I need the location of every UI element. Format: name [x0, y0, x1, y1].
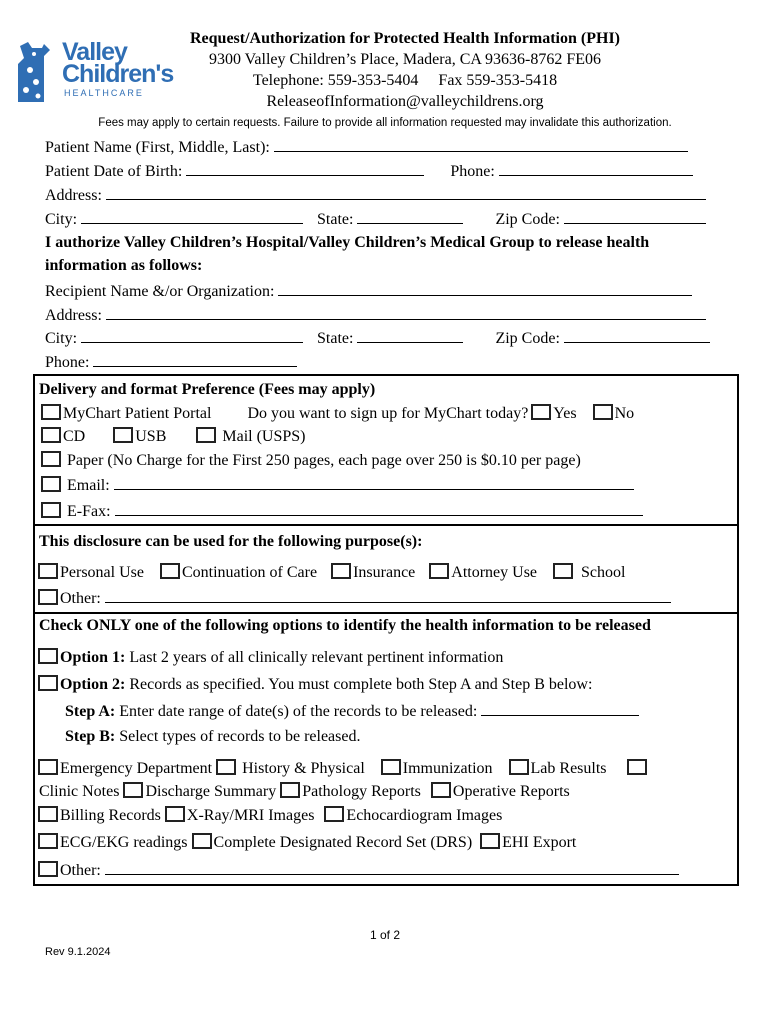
discharge-checkbox[interactable] [123, 782, 143, 798]
patient-dob-row [45, 162, 693, 181]
recipient-phone-field[interactable] [93, 353, 297, 367]
recipient-phone-row [45, 353, 297, 372]
history-label: History & Physical [242, 760, 365, 777]
attorney-use-checkbox[interactable] [429, 563, 449, 579]
records-section [33, 612, 739, 886]
purpose-heading: This disclosure can be used for the following purpose(s): [39, 533, 423, 550]
recipient-city-field[interactable] [81, 329, 303, 343]
patient-address-field[interactable] [106, 186, 706, 200]
discharge-label: Discharge Summary [145, 783, 277, 800]
option-2-label: Option 2: [60, 676, 126, 693]
facility-email: ReleaseofInformation@valleychildrens.org [266, 93, 544, 110]
patient-city-label: City: [45, 211, 78, 228]
authorization-statement-2: information as follows: [45, 257, 203, 274]
records-other-checkbox[interactable] [38, 861, 58, 877]
recipient-row [45, 282, 692, 301]
step-b-row [65, 728, 360, 746]
option-2-row [38, 675, 592, 694]
logo-text-valley: Valley [62, 38, 127, 66]
records-row-1 [38, 759, 649, 778]
usb-checkbox[interactable] [113, 427, 133, 443]
mychart-checkbox[interactable] [41, 404, 61, 420]
recipient-city-label: City: [45, 330, 78, 347]
billing-label: Billing Records [60, 807, 161, 824]
echo-checkbox[interactable] [324, 806, 344, 822]
mychart-no-label: No [614, 405, 635, 422]
efax-checkbox[interactable] [41, 502, 61, 518]
recipient-label: Recipient Name &/or Organization: [45, 283, 275, 300]
step-a-field[interactable] [481, 702, 639, 716]
email-checkbox[interactable] [41, 476, 61, 492]
delivery-row-1 [41, 404, 634, 423]
patient-name-field[interactable] [274, 138, 688, 152]
patient-city-field[interactable] [81, 210, 303, 224]
revision-date: Rev 9.1.2024 [45, 946, 111, 958]
school-checkbox[interactable] [553, 563, 573, 579]
records-other-label: Other: [60, 862, 101, 879]
delivery-row-2 [41, 427, 305, 446]
option-2-checkbox[interactable] [38, 675, 58, 691]
step-a-text: Enter date range of date(s) of the records to be released: [119, 703, 478, 720]
recipient-zip-label: Zip Code: [495, 330, 560, 347]
ecg-label: ECG/EKG readings [60, 834, 188, 851]
facility-phones: Telephone: 559-353-5404 Fax 559-353-5418 [252, 72, 558, 89]
form-title: Request/Authorization for Protected Health Information (PHI) [189, 30, 620, 47]
patient-address-row [45, 186, 706, 205]
clinic-notes-label: Clinic Notes [39, 783, 120, 800]
emergency-checkbox[interactable] [38, 759, 58, 775]
purpose-row-1 [38, 563, 625, 582]
email-field[interactable] [114, 476, 634, 490]
page-number: 1 of 2 [369, 928, 401, 942]
insurance-checkbox[interactable] [331, 563, 351, 579]
step-a-label: Step A: [65, 703, 116, 720]
mychart-yes-label: Yes [553, 405, 577, 422]
patient-city-row [45, 210, 706, 229]
step-b-label: Step B: [65, 728, 116, 745]
option-1-label: Option 1: [60, 649, 126, 666]
echo-label: Echocardiogram Images [346, 807, 503, 824]
purpose-other-field[interactable] [105, 589, 671, 603]
cd-label: CD [63, 428, 86, 445]
patient-phone-field[interactable] [499, 162, 693, 176]
logo-text-healthcare: HEALTHCARE [64, 88, 144, 98]
purpose-other-checkbox[interactable] [38, 589, 58, 605]
mail-checkbox[interactable] [196, 427, 216, 443]
drs-checkbox[interactable] [192, 833, 212, 849]
step-b-text: Select types of records to be released. [119, 728, 361, 745]
patient-zip-field[interactable] [564, 210, 706, 224]
ehi-label: EHI Export [502, 834, 577, 851]
patient-zip-label: Zip Code: [495, 211, 560, 228]
patient-name-row [45, 138, 688, 157]
insurance-label: Insurance [353, 564, 416, 581]
patient-dob-label: Patient Date of Birth: [45, 163, 183, 180]
pathology-label: Pathology Reports [302, 783, 421, 800]
personal-use-label: Personal Use [60, 564, 144, 581]
paper-checkbox[interactable] [41, 451, 61, 467]
step-a-row [65, 702, 639, 721]
ecg-checkbox[interactable] [38, 833, 58, 849]
lab-results-checkbox[interactable] [509, 759, 529, 775]
mychart-yes-checkbox[interactable] [531, 404, 551, 420]
records-row-5 [38, 861, 679, 880]
delivery-row-4 [41, 476, 634, 495]
option-2-text: Records as specified. You must complete both Step A and Step B below: [129, 676, 593, 693]
recipient-field[interactable] [278, 282, 692, 296]
efax-field[interactable] [115, 502, 643, 516]
delivery-section [33, 374, 739, 526]
recipient-zip-field[interactable] [564, 329, 710, 343]
recipient-address-row [45, 306, 706, 325]
authorization-statement: I authorize Valley Children’s Hospital/Valley Children’s Medical Group to release health [45, 234, 650, 251]
efax-label: E-Fax: [67, 503, 111, 520]
operative-label: Operative Reports [452, 783, 570, 800]
records-other-field[interactable] [105, 861, 679, 875]
personal-use-checkbox[interactable] [38, 563, 58, 579]
delivery-row-3 [41, 451, 581, 470]
recipient-address-label: Address: [45, 307, 102, 324]
xray-label: X-Ray/MRI Images [186, 807, 315, 824]
operative-checkbox[interactable] [431, 782, 451, 798]
continuation-care-checkbox[interactable] [160, 563, 180, 579]
patient-phone-label: Phone: [450, 163, 495, 180]
purpose-section [33, 524, 739, 614]
purpose-other-label: Other: [60, 590, 101, 607]
mail-label: Mail (USPS) [222, 428, 306, 445]
records-row-4 [38, 833, 576, 852]
records-row-2 [39, 782, 570, 801]
records-row-3 [38, 806, 502, 825]
email-label: Email: [67, 477, 110, 494]
purpose-row-2 [38, 589, 671, 608]
billing-checkbox[interactable] [38, 806, 58, 822]
immunization-checkbox[interactable] [381, 759, 401, 775]
mychart-label: MyChart Patient Portal [63, 405, 212, 422]
patient-dob-field[interactable] [186, 162, 424, 176]
clinic-notes-checkbox[interactable] [627, 759, 647, 775]
lab-results-label: Lab Results [530, 760, 607, 777]
delivery-heading: Delivery and format Preference (Fees may apply) [39, 381, 376, 398]
recipient-city-row [45, 329, 710, 348]
facility-address: 9300 Valley Children’s Place, Madera, CA 93636-8762 FE06 [208, 51, 602, 68]
patient-state-field[interactable] [357, 210, 463, 224]
cd-checkbox[interactable] [41, 427, 61, 443]
recipient-state-field[interactable] [357, 329, 463, 343]
continuation-care-label: Continuation of Care [181, 564, 318, 581]
pathology-checkbox[interactable] [280, 782, 300, 798]
recipient-phone-label: Phone: [45, 354, 90, 371]
patient-address-label: Address: [45, 187, 102, 204]
logo-text-childrens: Children's [62, 60, 174, 88]
fee-notice: Fees may apply to certain requests. Failure to provide all information requested may invalidate this authorization. [98, 117, 672, 129]
history-checkbox[interactable] [216, 759, 236, 775]
patient-state-label: State: [317, 211, 354, 228]
records-heading: Check ONLY one of the following options to identify the health information to be released [39, 617, 651, 634]
recipient-state-label: State: [317, 330, 354, 347]
option-1-text: Last 2 years of all clinically relevant pertinent information [129, 649, 504, 666]
mychart-signup-question: Do you want to sign up for MyChart today? [247, 405, 529, 422]
immunization-label: Immunization [402, 760, 493, 777]
paper-label: Paper (No Charge for the First 250 pages, each page over 250 is $0.10 per page) [67, 452, 581, 469]
delivery-row-5 [41, 502, 643, 521]
usb-label: USB [135, 428, 167, 445]
option-1-row [38, 648, 503, 667]
drs-label: Complete Designated Record Set (DRS) [213, 834, 473, 851]
emergency-label: Emergency Department [60, 760, 213, 777]
school-label: School [581, 564, 626, 581]
recipient-address-field[interactable] [106, 306, 706, 320]
ehi-checkbox[interactable] [480, 833, 500, 849]
option-1-checkbox[interactable] [38, 648, 58, 664]
patient-name-label: Patient Name (First, Middle, Last): [45, 139, 270, 156]
attorney-use-label: Attorney Use [451, 564, 538, 581]
xray-checkbox[interactable] [165, 806, 185, 822]
mychart-no-checkbox[interactable] [593, 404, 613, 420]
